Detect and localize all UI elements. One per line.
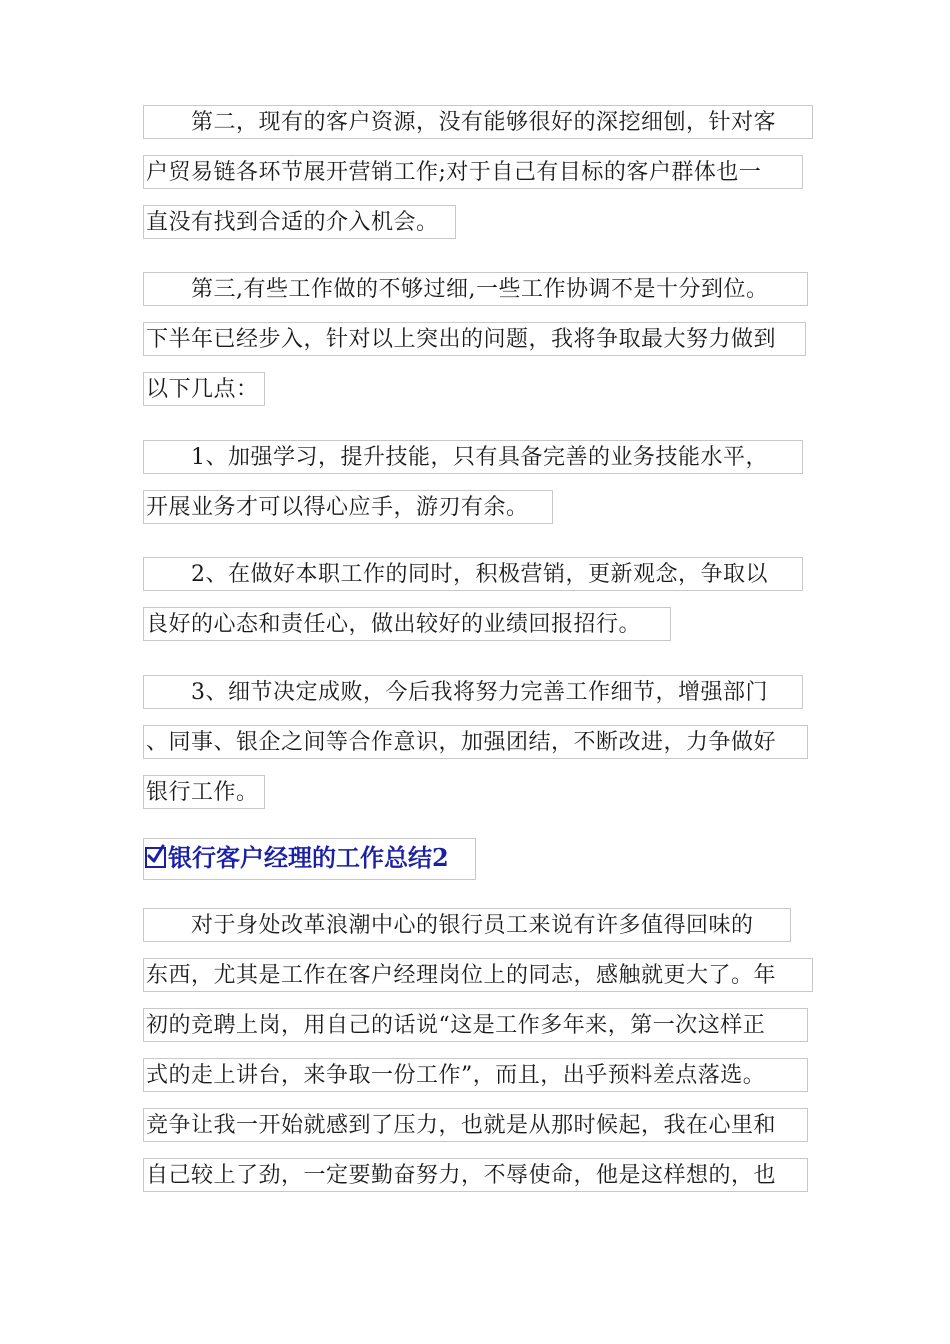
paragraph-2-line-2: 下半年已经步入，针对以上突出的问题，我将争取最大努力做到 bbox=[143, 322, 806, 356]
section-body-line-2: 东西，尤其是工作在客户经理岗位上的同志，感触就更大了。年 bbox=[143, 958, 813, 992]
section-body-line-5: 竞争让我一开始就感到了压力，也就是从那时候起，我在心里和 bbox=[143, 1108, 808, 1142]
paragraph-5-line-3: 银行工作。 bbox=[143, 775, 265, 809]
section-heading-text: 银行客户经理的工作总结2 bbox=[168, 843, 449, 872]
paragraph-1-line-2: 户贸易链各环节展开营销工作;对于自己有目标的客户群体也一 bbox=[143, 155, 803, 189]
paragraph-3-line-1: 1、加强学习，提升技能，只有具备完善的业务技能水平， bbox=[143, 440, 803, 474]
paragraph-4-line-2: 良好的心态和责任心，做出较好的业绩回报招行。 bbox=[143, 607, 671, 641]
paragraph-1-line-3: 直没有找到合适的介入机会。 bbox=[143, 205, 456, 239]
paragraph-2-line-1: 第三,有些工作做的不够过细,一些工作协调不是十分到位。 bbox=[143, 272, 808, 306]
section-body-line-6: 自己较上了劲，一定要勤奋努力，不辱使命，他是这样想的，也 bbox=[143, 1158, 808, 1192]
paragraph-4-line-1: 2、在做好本职工作的同时，积极营销，更新观念，争取以 bbox=[143, 557, 803, 591]
paragraph-5-line-2: 、同事、银企之间等合作意识，加强团结，不断改进，力争做好 bbox=[143, 725, 808, 759]
paragraph-5-line-1: 3、细节决定成败，今后我将努力完善工作细节，增强部门 bbox=[143, 675, 803, 709]
paragraph-2-line-3: 以下几点： bbox=[143, 372, 265, 406]
section-body-line-4: 式的走上讲台，来争取一份工作”，而且，出乎预料差点落选。 bbox=[143, 1058, 808, 1092]
section-body-line-1: 对于身处改革浪潮中心的银行员工来说有许多值得回味的 bbox=[143, 908, 791, 942]
section-heading bbox=[143, 838, 476, 880]
paragraph-3-line-2: 开展业务才可以得心应手，游刃有余。 bbox=[143, 490, 553, 524]
section-body-line-3: 初的竞聘上岗，用自己的话说“这是工作多年来，第一次这样正 bbox=[143, 1008, 808, 1042]
paragraph-1-line-1: 第二，现有的客户资源，没有能够很好的深挖细刨，针对客 bbox=[143, 105, 813, 139]
checkbox-checked-icon bbox=[145, 847, 166, 868]
